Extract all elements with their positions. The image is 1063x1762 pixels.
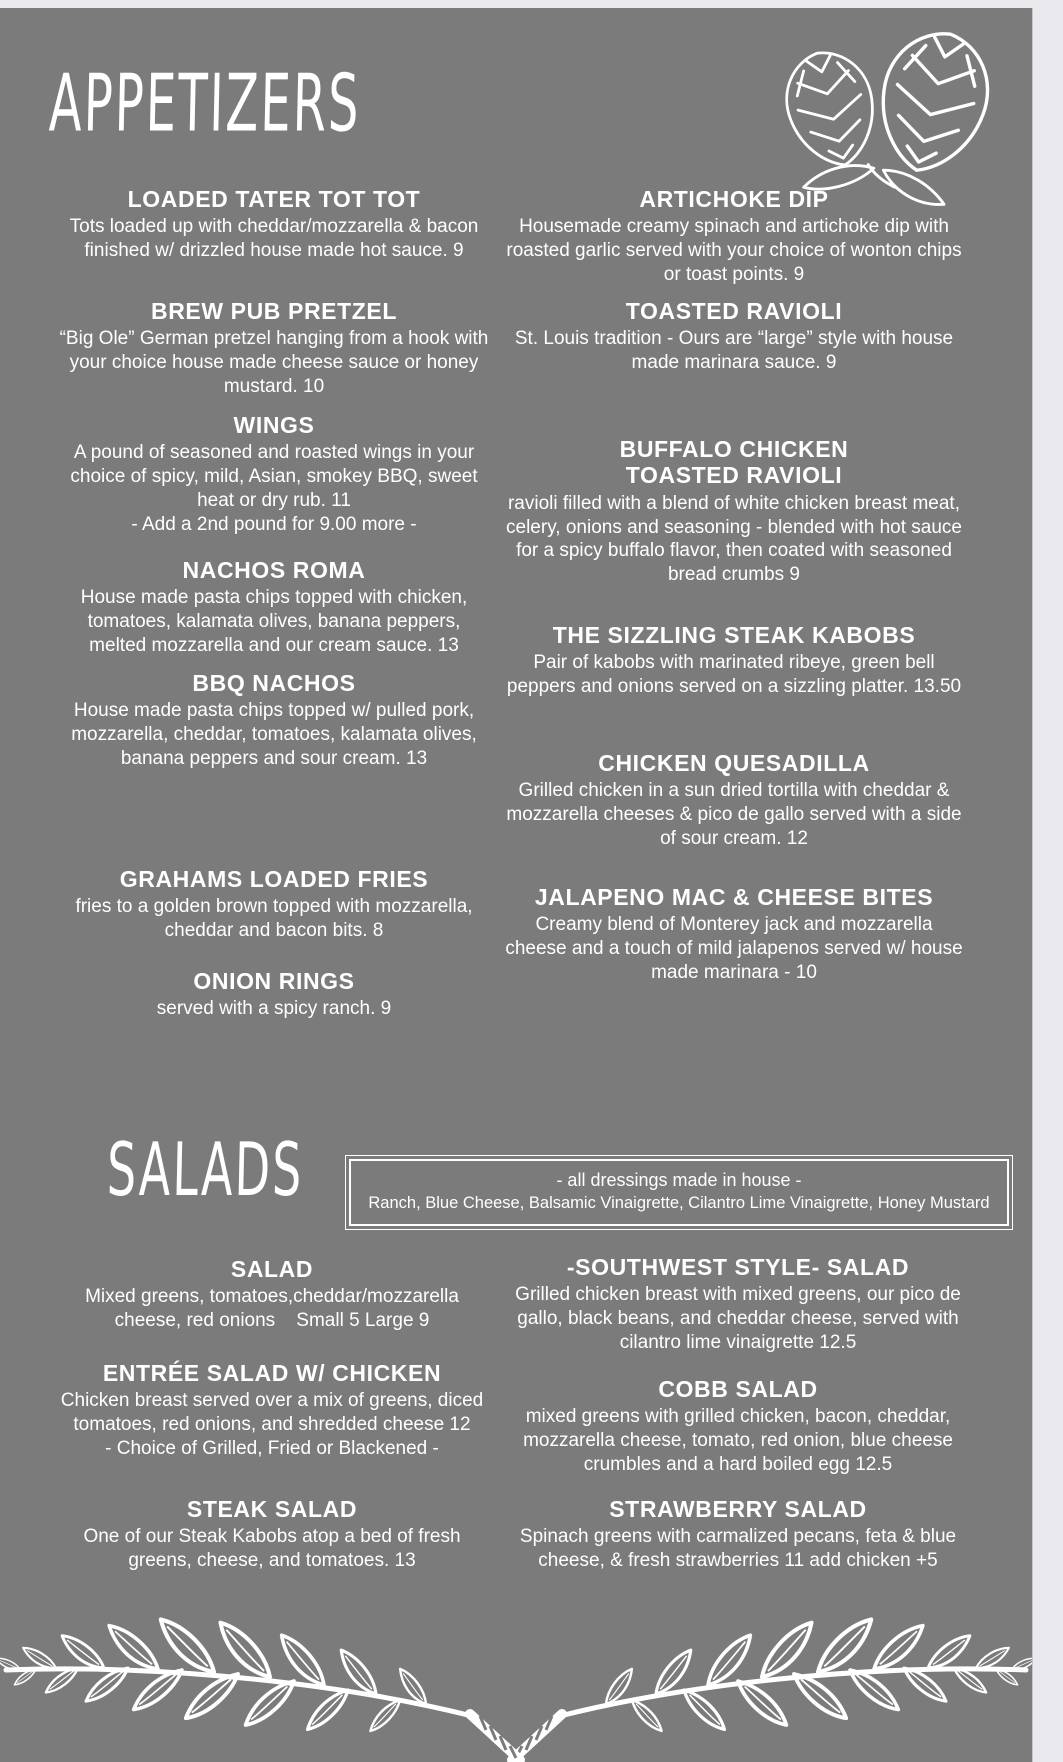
menu-item-name: STRAWBERRY SALAD xyxy=(609,1496,867,1522)
menu-item-name: THE SIZZLING STEAK KABOBS xyxy=(552,622,916,648)
menu-item-name: BREW PUB PRETZEL xyxy=(151,298,397,324)
menu-item-desc: “Big Ole” German pretzel hanging from a hook with your choice house made cheese sauce or honey mustard. 10 xyxy=(59,328,489,397)
menu-item-name: WINGS xyxy=(233,412,315,438)
menu-item-desc: Grilled chicken in a sun dried tortilla with cheddar & mozzarella cheeses & pico de gallo served with a side of sour cream. 12 xyxy=(506,780,962,849)
menu-item-entree-salad-w-chicken xyxy=(52,1360,492,1461)
menu-item-southwest-style-salad xyxy=(503,1254,973,1355)
dressings-list: Ranch, Blue Cheese, Balsamic Vinaigrette, Cilantro Lime Vinaigrette, Honey Mustard xyxy=(368,1194,990,1213)
menu-item-name: NACHOS ROMA xyxy=(182,557,366,583)
salads-section-title: SALADS xyxy=(106,1126,305,1213)
menu-item-name: LOADED TATER TOT TOT xyxy=(127,186,421,212)
menu-item-name: BUFFALO CHICKEN TOASTED RAVIOLI xyxy=(619,436,849,489)
menu-item-name: ARTICHOKE DIP xyxy=(639,186,829,212)
menu-item-name: BBQ NACHOS xyxy=(192,670,356,696)
salads-right-column xyxy=(503,8,973,1762)
menu-item-name: ONION RINGS xyxy=(193,968,355,994)
menu-item-name: STEAK SALAD xyxy=(186,1496,358,1522)
dressings-note: - all dressings made in house - xyxy=(556,1170,802,1190)
menu-item-desc: Chicken breast served over a mix of greens, diced tomatoes, red onions, and shredded cheese 12 xyxy=(60,1390,484,1436)
menu-item-desc: House made pasta chips topped with chicken, tomatoes, kalamata olives, banana peppers, melted mozzarella and our cream sauce. 13 xyxy=(80,587,468,656)
menu-item-desc: mixed greens with grilled chicken, bacon, cheddar, mozzarella cheese, tomato, red onion, blue cheese crumbles and a hard boiled egg 12.5 xyxy=(523,1406,953,1475)
menu-item-name: TOASTED RAVIOLI xyxy=(625,298,843,324)
menu-item-desc: Spinach greens with carmalized pecans, feta & blue cheese, & fresh strawberries 11 add chicken +5 xyxy=(519,1526,957,1572)
menu-item-desc: ravioli filled with a blend of white chicken breast meat, celery, onions and seasoning - blended with hot sauce for a spicy buffalo flavor, then coated with seasoned bread crumbs 9 xyxy=(506,492,962,586)
menu-item-name: GRAHAMS LOADED FRIES xyxy=(119,866,429,892)
menu-item-desc: Grilled chicken breast with mixed greens, our pico de gallo, black beans, and cheddar cheese, served with cilantro lime vinaigrette 12.5 xyxy=(515,1284,961,1353)
menu-item-desc: Creamy blend of Monterey jack and mozzarella cheese and a touch of mild jalapenos served w/ house made marinara - 10 xyxy=(505,914,963,983)
menu-item-desc: House made pasta chips topped w/ pulled pork, mozzarella, cheddar, tomatoes, kalamata olives, banana peppers and sour cream. 13 xyxy=(71,700,477,769)
menu-item-desc: Tots loaded up with cheddar/mozzarella & bacon finished w/ drizzled house made hot sauce. 9 xyxy=(69,216,479,262)
menu-item-salad xyxy=(52,1256,492,1333)
menu-item-desc: St. Louis tradition - Ours are “large” style with house made marinara sauce. 9 xyxy=(514,328,954,374)
menu-item-desc: Housemade creamy spinach and artichoke dip with roasted garlic served with your choice of wonton chips or toast points. 9 xyxy=(506,216,962,285)
menu-item-desc: A pound of seasoned and roasted wings in your choice of spicy, mild, Asian, smokey BBQ, sweet heat or dry rub. 11 xyxy=(70,442,478,511)
menu-page xyxy=(0,8,1032,1762)
menu-item-cobb-salad xyxy=(503,1376,973,1477)
menu-item-desc: Pair of kabobs with marinated ribeye, green bell peppers and onions served on a sizzling platter. 13.50 xyxy=(506,652,962,698)
menu-item-name: SALAD xyxy=(230,1256,314,1282)
menu-item-desc: One of our Steak Kabobs atop a bed of fresh greens, cheese, and tomatoes. 13 xyxy=(83,1526,461,1572)
menu-item-name: CHICKEN QUESADILLA xyxy=(598,750,870,776)
menu-item-name: JALAPENO MAC & CHEESE BITES xyxy=(534,884,934,910)
menu-item-name: COBB SALAD xyxy=(658,1376,818,1402)
menu-item-note: - Add a 2nd pound for 9.00 more - xyxy=(131,513,417,535)
menu-item-desc: fries to a golden brown topped with mozzarella, cheddar and bacon bits. 8 xyxy=(75,896,473,942)
menu-item-desc: served with a spicy ranch. 9 xyxy=(156,998,392,1020)
laurel-branches-icon xyxy=(0,1556,1032,1762)
menu-item-note: - Choice of Grilled, Fried or Blackened - xyxy=(105,1437,439,1459)
menu-item-name: ENTRÉE SALAD W/ CHICKEN xyxy=(102,1360,442,1386)
menu-item-name: -SOUTHWEST STYLE- SALAD xyxy=(566,1254,910,1280)
menu-item-desc: Mixed greens, tomatoes,cheddar/mozzarella cheese, red onions Small 5 Large 9 xyxy=(85,1286,459,1332)
salads-left-column xyxy=(52,8,492,1762)
appetizers-section-title: APPETIZERS xyxy=(48,58,362,151)
